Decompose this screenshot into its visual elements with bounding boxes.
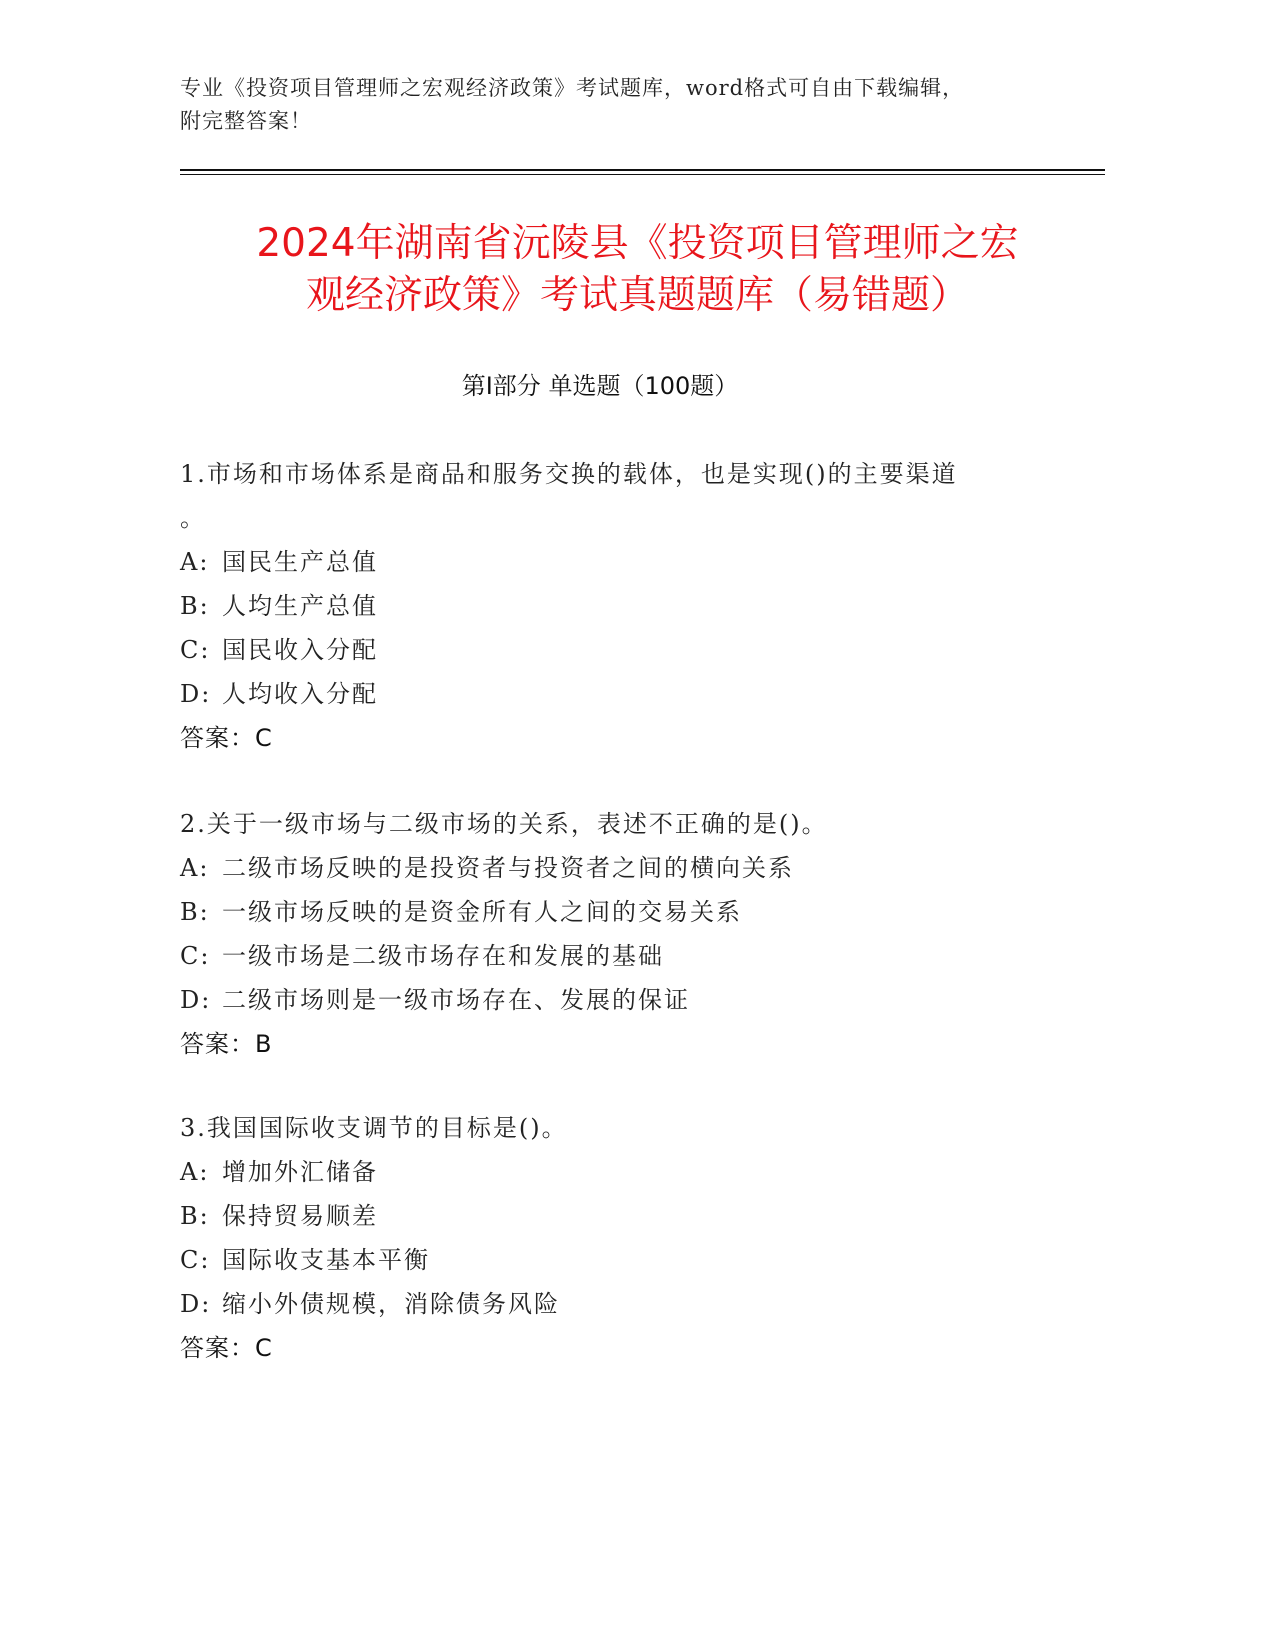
option-text: 一级市场是二级市场存在和发展的基础	[222, 942, 664, 970]
answer-line: 答案：C	[180, 724, 273, 752]
option-c	[180, 1238, 1040, 1282]
option-letter: B:	[180, 1202, 210, 1230]
option-text: 一级市场反映的是资金所有人之间的交易关系	[222, 898, 742, 926]
question-3	[180, 1106, 1040, 1370]
option-letter: A:	[180, 1158, 210, 1186]
header-divider-thick	[180, 169, 1105, 171]
question-stem-continuation: 。	[180, 504, 206, 532]
option-letter: C:	[180, 636, 211, 664]
document-title-line-1: 2024年湖南省沅陵县《投资项目管理师之宏	[256, 221, 1019, 266]
option-text: 缩小外债规模，消除债务风险	[222, 1290, 560, 1318]
header-note-line-2: 附完整答案！	[180, 109, 312, 133]
header-divider-thin	[180, 174, 1105, 175]
option-b	[180, 584, 1040, 628]
option-a	[180, 1150, 1040, 1194]
option-letter: C:	[180, 1246, 211, 1274]
option-letter: B:	[180, 592, 210, 620]
answer-line: 答案：B	[180, 1030, 273, 1058]
option-text: 保持贸易顺差	[222, 1202, 378, 1230]
option-text: 二级市场则是一级市场存在、发展的保证	[222, 986, 690, 1014]
option-d	[180, 672, 1040, 716]
option-text: 增加外汇储备	[222, 1158, 378, 1186]
question-stem: 1.市场和市场体系是商品和服务交换的载体，也是实现()的主要渠道	[180, 460, 958, 488]
option-letter: D:	[180, 1290, 212, 1318]
option-a	[180, 846, 1040, 890]
question-2	[180, 802, 1040, 1066]
question-stem: 2.关于一级市场与二级市场的关系，表述不正确的是()。	[180, 810, 828, 838]
section-heading: 第Ⅰ部分 单选题（100题）	[461, 372, 739, 400]
option-text: 国际收支基本平衡	[222, 1246, 430, 1274]
option-letter: B:	[180, 898, 210, 926]
option-text: 国民收入分配	[222, 636, 378, 664]
option-b	[180, 890, 1040, 934]
question-1	[180, 452, 1040, 760]
option-c	[180, 934, 1040, 978]
document-title	[150, 218, 1125, 322]
answer-line: 答案：C	[180, 1334, 273, 1362]
option-d	[180, 978, 1040, 1022]
option-letter: A:	[180, 548, 210, 576]
document-title-line-2: 观经济政策》考试真题题库（易错题）	[305, 273, 969, 318]
option-b	[180, 1194, 1040, 1238]
option-letter: D:	[180, 680, 212, 708]
option-text: 人均收入分配	[222, 680, 378, 708]
option-d	[180, 1282, 1040, 1326]
option-letter: C:	[180, 942, 211, 970]
option-text: 国民生产总值	[222, 548, 378, 576]
option-letter: A:	[180, 854, 210, 882]
option-text: 人均生产总值	[222, 592, 378, 620]
header-note-line-1: 专业《投资项目管理师之宏观经济政策》考试题库，word格式可自由下载编辑，	[180, 76, 965, 100]
option-a	[180, 540, 1040, 584]
question-stem: 3.我国国际收支调节的目标是()。	[180, 1114, 568, 1142]
option-text: 二级市场反映的是投资者与投资者之间的横向关系	[222, 854, 794, 882]
option-c	[180, 628, 1040, 672]
header-note	[180, 72, 1100, 138]
option-letter: D:	[180, 986, 212, 1014]
